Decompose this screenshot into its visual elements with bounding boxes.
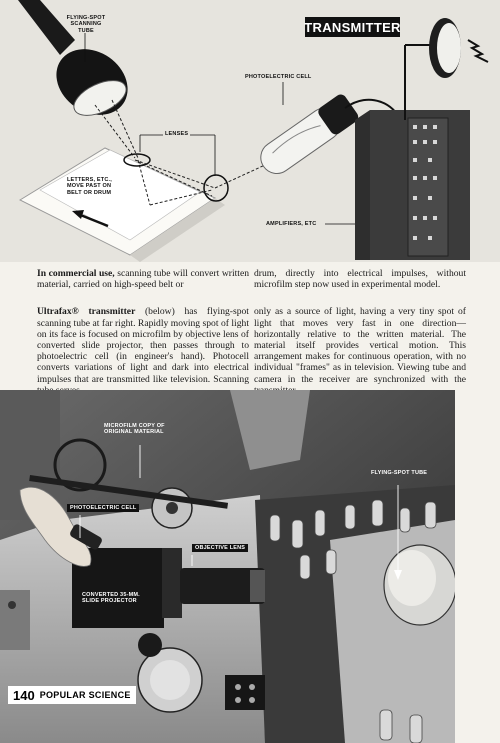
caption-text: scanning tube will convert written material, carried on high-speed belt or [37, 268, 250, 291]
label-objective-lens: OBJECTIVE LENS [192, 544, 248, 552]
label-flying-spot-scanning-tube: FLYING-SPOT SCANNING TUBE [66, 15, 106, 34]
label-slide-projector: CONVERTED 35-MM. SLIDE PROJECTOR [82, 592, 140, 605]
label-microfilm-copy: MICROFILM COPY OF ORIGINAL MATERIAL [104, 423, 165, 436]
diagram-illustration [0, 0, 500, 262]
diagram-title: TRANSMITTER [305, 17, 400, 37]
ultrafax-lead: Ultrafax® transmitter [37, 306, 136, 318]
label-photo-photoelectric-cell: PHOTOELECTRIC CELL [67, 504, 139, 512]
caption-lead: In commercial use, [37, 268, 115, 279]
page-number: 140 [13, 687, 35, 703]
transmitter-diagram [0, 0, 500, 262]
ultrafax-text: (below) has flying-spot scanning tube at far right. Rapidly moving spot of light on its face is focused on microfilm by objective lens of converted slide projector, then passes through to photoelectric cell (in engineer's hand). Photocell converts variations of light and dark into electrical impulses that are transmitted like television. Scanning [37, 306, 249, 385]
label-letters: LETTERS, ETC., MOVE PAST ON BELT OR DRUM [67, 177, 112, 196]
label-flying-spot-tube: FLYING-SPOT TUBE [371, 470, 428, 476]
label-photoelectric-cell: PHOTOELECTRIC CELL [245, 74, 312, 80]
page-footer [8, 686, 136, 704]
magazine-name: POPULAR SCIENCE [39, 690, 131, 700]
text-column-right [254, 268, 466, 406]
caption-commercial-continued: drum, directly into electrical impulses, without microfilm step now used in experimental model. [254, 268, 466, 291]
text-column-left [37, 268, 249, 406]
ultrafax-continued: only as a source of light, having a very tiny spot of light that moves very fast in one direction—horizontally relative to the written material. The material itself provides vertical motion. This arrangement makes for continuous operation, with no individual "frames" as in television. Viewing tube and camera in the receiver are synchronized with the [254, 306, 466, 385]
label-lenses: LENSES [165, 131, 189, 137]
label-amplifiers: AMPLIFIERS, ETC [266, 221, 317, 227]
caption-ultrafax [37, 306, 249, 396]
caption-commercial-use [37, 268, 249, 290]
